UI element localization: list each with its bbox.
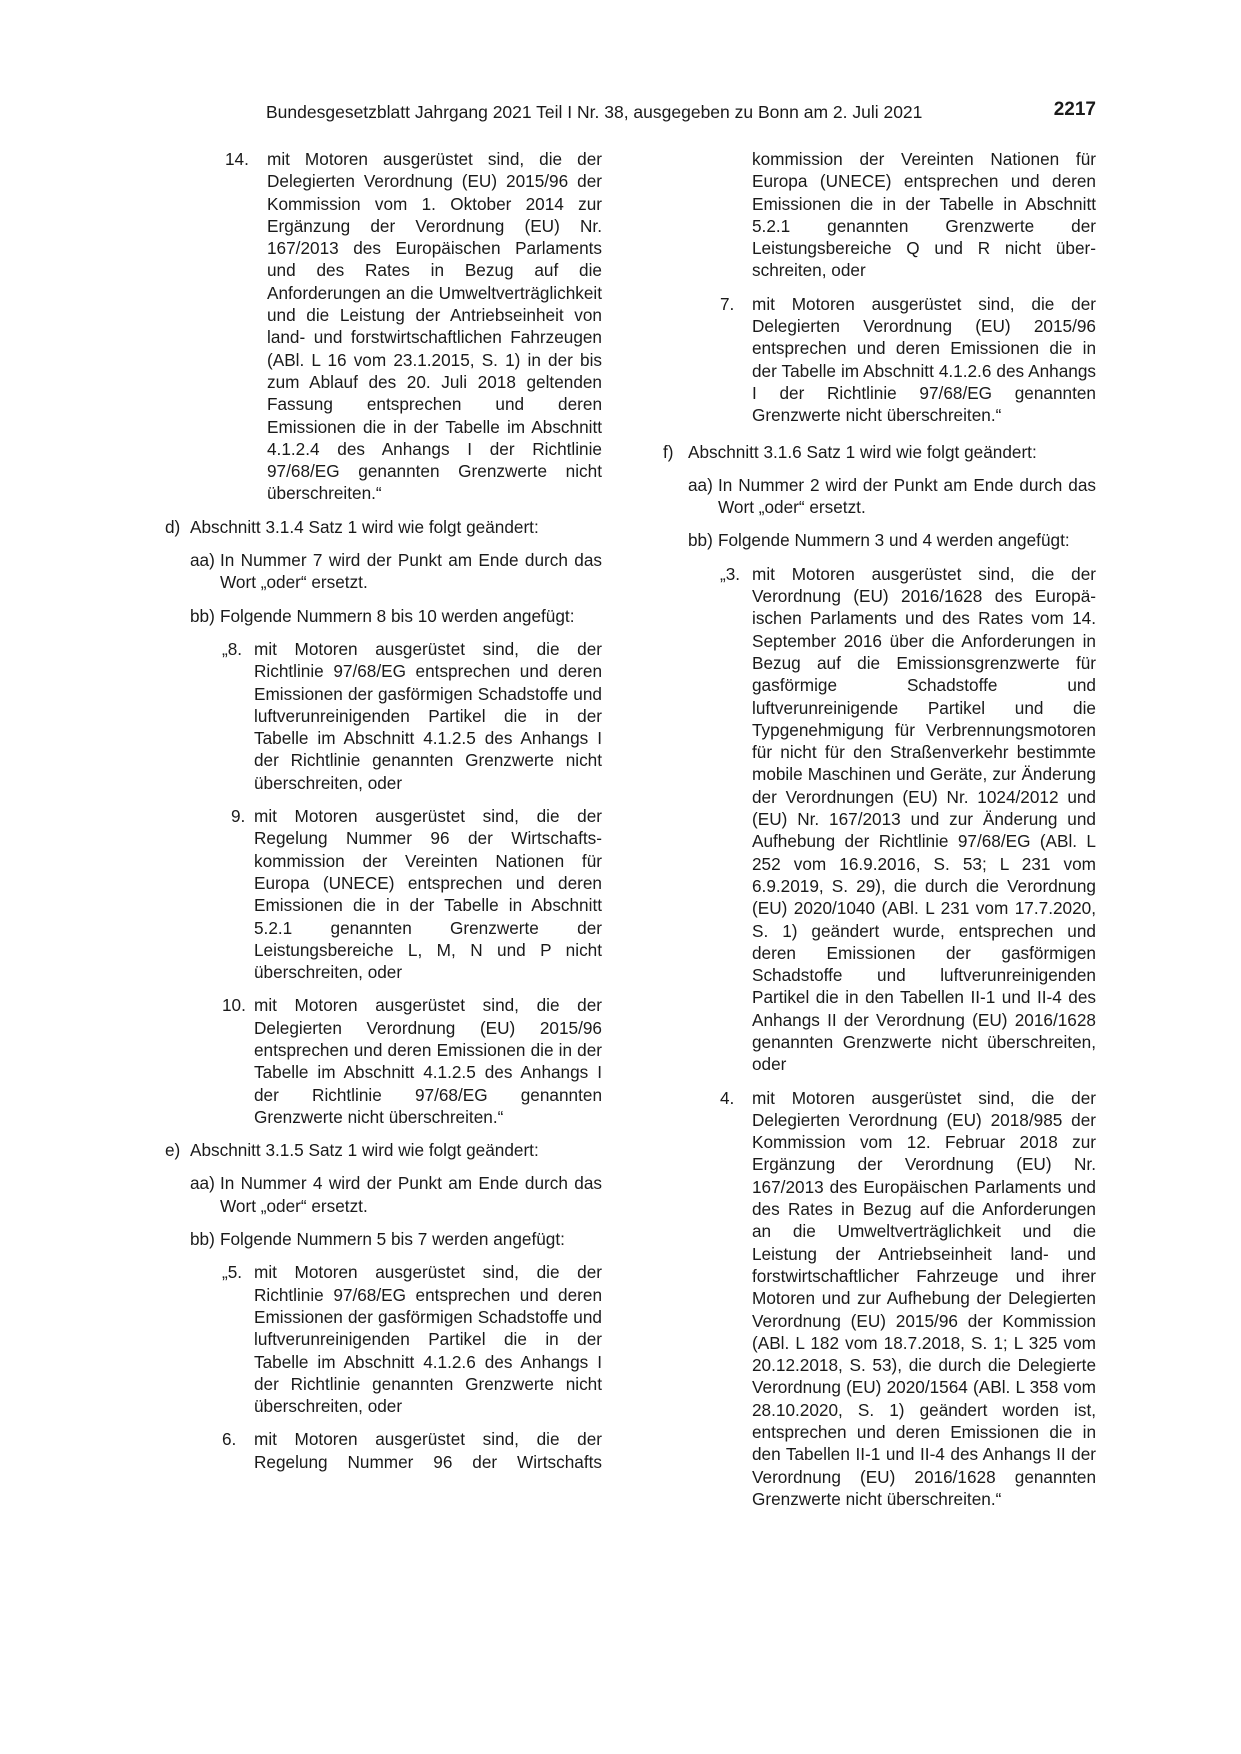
item-text: mit Motoren ausgerüstet sind, die der Regelung Nummer 96 der Wirtschafts (254, 1429, 602, 1472)
list-item-10 (160, 994, 602, 1128)
subsection-label: aa) (190, 1173, 215, 1194)
subsection-label: bb) (190, 605, 215, 626)
subsection-label: bb) (190, 1229, 215, 1250)
list-item-14 (160, 148, 602, 505)
item-text: mit Motoren ausgerüstet sind, die der Regelung Nummer 96 der Wirtschaftskommission der Vereinten Nationen für Europa (UNECE) entsprechen und deren Emissionen die in der Tabelle in Abschnitt 5.2.1 genannten Grenzwerte der Leistungsbereiche L, M, N und P nicht überschreiten, oder (254, 806, 602, 983)
subsection-f-bb (658, 529, 1096, 551)
item-label: 10. (222, 995, 246, 1016)
subsection-d-aa (160, 549, 602, 594)
subsection-label: aa) (688, 474, 713, 495)
page-header (266, 100, 1096, 130)
subsection-text: Folgende Nummern 8 bis 10 werden angefügt: (220, 605, 575, 626)
subsection-e-aa (160, 1172, 602, 1217)
section-f (658, 441, 1096, 463)
list-item-3 (658, 563, 1096, 1076)
section-label: f) (663, 441, 674, 462)
subsection-text: In Nummer 2 wird der Punkt am Ende durch das Wort „oder“ ersetzt. (718, 474, 1096, 518)
item-label: 4. (720, 1087, 735, 1108)
item-label: 7. (720, 293, 735, 314)
list-item-8 (160, 638, 602, 794)
page-number: 2217 (1053, 99, 1096, 120)
list-item-7 (658, 293, 1096, 427)
subsection-text: Folgende Nummern 3 und 4 werden angefügt: (718, 530, 1070, 551)
subsection-f-aa (658, 474, 1096, 519)
section-d (160, 516, 602, 538)
list-item-9 (160, 805, 602, 983)
section-label: d) (165, 516, 181, 537)
item-label: „5. (222, 1262, 243, 1283)
left-column (160, 148, 602, 1473)
item-text: mit Motoren ausgerüstet sind, die der Richtlinie 97/68/EG entsprechen und deren Emissionen der gasförmigen Schadstoffe und luftverunreinigenden Partikel die in der Tabelle im Abschnitt 4.1.2.5 des Anhangs I der Richtlinie genannten Grenzwerte nicht überschreiten, oder (254, 638, 602, 793)
item-label: 14. (225, 149, 249, 169)
item-label: 9. (231, 806, 246, 827)
item-text: mit Motoren ausgerüstet sind, die der Delegierten Verordnung (EU) 2015/96 entsprechen und deren Emissionen die in der Tabelle im Abschnitt 4.1.2.5 des Anhangs I der Richtlinie 97/68/EG genannten Grenzwerte nicht überschreiten.“ (254, 995, 602, 1127)
item-label: „3. (720, 563, 741, 584)
item-text: mit Motoren ausgerüstet sind, die der Richtlinie 97/68/EG entsprechen und deren Emissionen der gasförmigen Schadstoffe und luftverunreinigenden Partikel die in der Tabelle im Abschnitt 4.1.2.6 des Anhangs I der Richtlinie genannten Grenzwerte nicht überschreiten, oder (254, 1262, 602, 1417)
subsection-text: In Nummer 7 wird der Punkt am Ende durch das Wort „oder“ ersetzt. (220, 550, 602, 593)
section-text: Abschnitt 3.1.4 Satz 1 wird wie folgt geändert: (190, 516, 539, 537)
subsection-text: Folgende Nummern 5 bis 7 werden angefügt: (220, 1229, 565, 1250)
section-e (160, 1139, 602, 1161)
subsection-label: aa) (190, 550, 215, 571)
list-item-4 (658, 1087, 1096, 1511)
item-text: mit Motoren ausgerüstet sind, die der Delegierten Verordnung (EU) 2018/985 der Kommission vom 12. Februar 2018 zur Ergänzung der Verordnung (EU) Nr. 167/2013 des Europäischen Parlaments und des Rates in Bezug auf die Anforderungen an die Umweltverträglichkeit und die Leistung der Antriebseinheit land- und forstwirtschaftlicher Fahrzeuge und ihrer Motoren und zur Aufhebung der Delegierten Verordnung (EU) 2015/96 der Kommission (ABl. L 182 vom 18.7.2018, S. 1; L 325 vom 20.12.2018, S. 53), die durch die Delegierte Verordnung (EU) 2020/1564 (ABl. L 358 vom 28.10.2020, S. 1) geändert worden ist, entsprechen und deren Emissionen die in den Tabellen II-1 und II-4 des Anhangs II der Verordnung (EU) 2016/1628 genannten Grenzwerte nicht überschreiten.“ (752, 1087, 1096, 1509)
subsection-d-bb (160, 605, 602, 627)
list-item-6 (160, 1428, 602, 1473)
item-label: 6. (222, 1429, 237, 1450)
item-text: mit Motoren ausgerüstet sind, die der Verordnung (EU) 2016/1628 des Europäischen Parlaments und des Rates vom 14. September 2016 über die Anforderungen in Bezug auf die Emissionsgrenzwerte für gasförmige Schadstoffe und luftverunreinigende Partikel und die Typgenehmigung für Verbrennungsmotoren für nicht für den Straßenverkehr bestimmte mobile Maschinen und Geräte, zur Änderung der Verordnungen (EU) Nr. 1024/2012 und (EU) Nr. 167/2013 und zur Änderung und Aufhebung der Richtlinie 97/68/EG (ABl. L 252 vom 16.9.2016, S. 53; L 231 vom 6.9.2019, S. 29), die durch die Verordnung (EU) 2020/1040 (ABl. L 231 vom 17.7.2020, S. 1) geändert wurde, entsprechen und deren Emissionen der gasförmigen Schadstoffe und luftverunreinigenden Partikel die in den Tabellen II-1 und II-4 des Anhangs II der Verordnung (EU) 2016/1628 genannten Grenzwerte nicht überschreiten, oder (752, 563, 1096, 1075)
list-item-6-continued (658, 148, 1096, 282)
list-item-5 (160, 1261, 602, 1417)
section-label: e) (165, 1140, 181, 1161)
subsection-e-bb (160, 1228, 602, 1250)
section-text: Abschnitt 3.1.5 Satz 1 wird wie folgt geändert: (190, 1140, 539, 1161)
subsection-text: In Nummer 4 wird der Punkt am Ende durch das Wort „oder“ ersetzt. (220, 1173, 602, 1216)
item-text: mit Motoren ausgerüstet sind, die der Delegierten Verordnung (EU) 2015/96 entsprechen und deren Emissionen die in der Tabelle im Abschnitt 4.1.2.6 des Anhangs I der Richtlinie 97/68/EG genannten Grenzwerte nicht überschreiten.“ (752, 293, 1096, 426)
gazette-title: Bundesgesetzblatt Jahrgang 2021 Teil I Nr. 38, ausgegeben zu Bonn am 2. Juli 2021 (266, 102, 923, 122)
right-column (658, 148, 1096, 1510)
item-text: mit Motoren ausgerüstet sind, die der Delegierten Verordnung (EU) 2015/96 der Kommission vom 1. Oktober 2014 zur Ergänzung der Verordnung (EU) Nr. 167/2013 des Europäischen Parlaments und des Rates in Bezug auf die Anforderungen an die Umweltverträglichkeit und die Leistung der Antriebseinheit von land- und forstwirtschaftlichen Fahrzeugen (ABl. L 16 vom 23.1.2015, S. 1) in der bis zum Ablauf des 20. Juli 2018 geltenden Fassung entsprechen und deren Emissionen die in der Tabelle im Abschnitt 4.1.2.4 des Anhangs I der Richtlinie 97/68/EG genannten Grenzwerte nicht überschreiten.“ (267, 149, 602, 504)
item-label: „8. (222, 638, 243, 659)
item-text: kommission der Vereinten Nationen für Europa (UNECE) entsprechen und deren Emissionen die in der Tabelle in Abschnitt 5.2.1 genannten Grenzwerte der Leistungsbereiche Q und R nicht überschreiten, oder (752, 149, 1096, 281)
section-text: Abschnitt 3.1.6 Satz 1 wird wie folgt geändert: (688, 441, 1037, 462)
subsection-label: bb) (688, 530, 713, 551)
